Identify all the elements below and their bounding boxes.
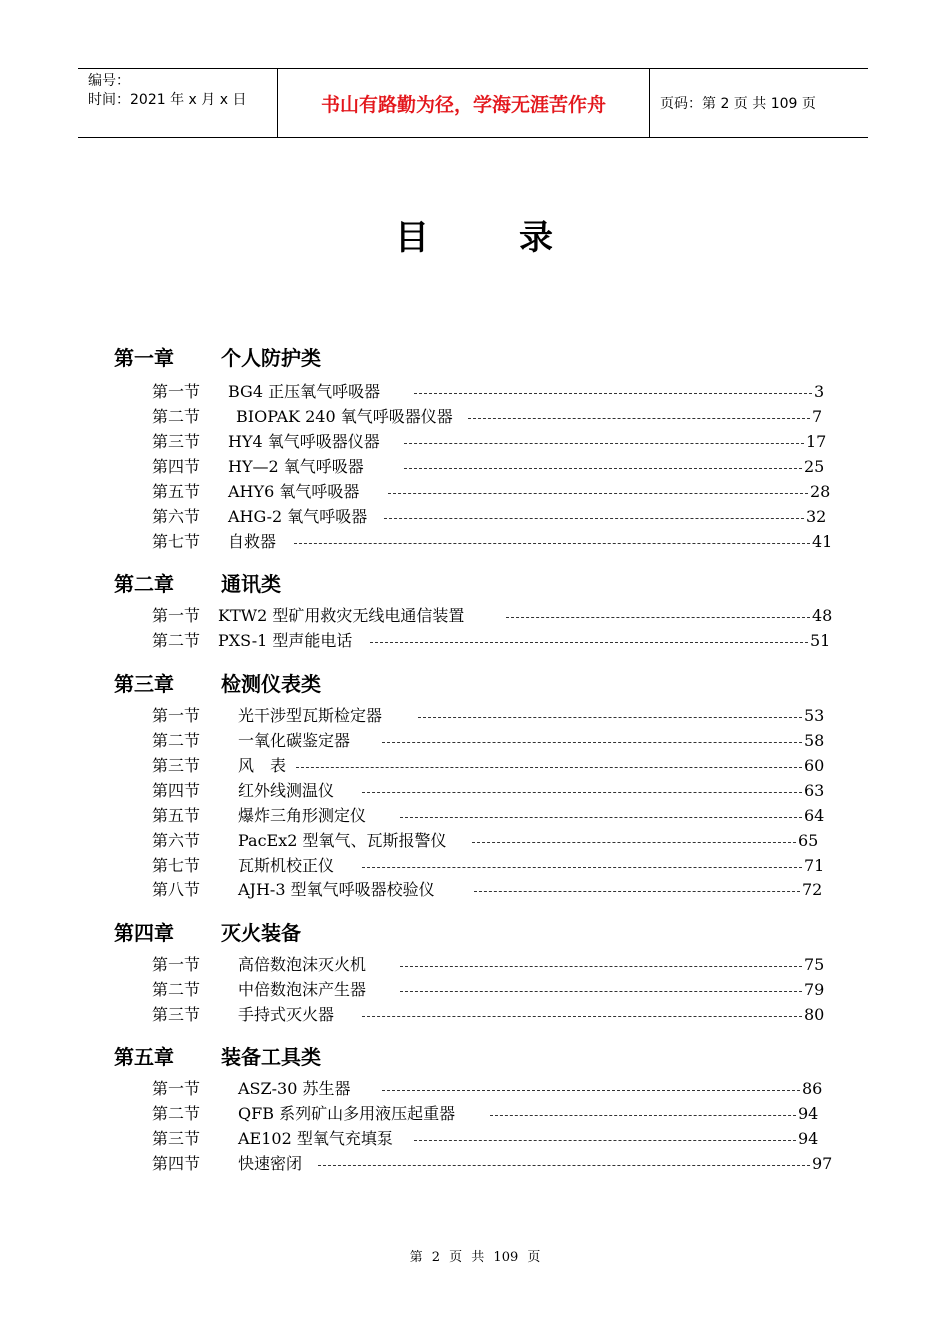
dot-leader bbox=[400, 991, 802, 992]
section-number: 第一节 bbox=[152, 606, 201, 625]
section-number: 第二节 bbox=[152, 407, 201, 426]
section-title: 手持式灭火器 bbox=[238, 1005, 335, 1024]
section-title: 中倍数泡沫产生器 bbox=[238, 980, 367, 999]
chapter-number: 第三章 bbox=[114, 672, 174, 696]
section-number: 第二节 bbox=[152, 731, 201, 750]
dot-leader bbox=[382, 1090, 800, 1091]
chapter-heading bbox=[114, 342, 321, 371]
dot-leader bbox=[474, 891, 800, 892]
section-title: PXS-1 型声能电话 bbox=[218, 631, 353, 650]
chapter-number: 第一章 bbox=[114, 346, 174, 370]
page-number: 60 bbox=[804, 756, 825, 775]
toc-entry[interactable] bbox=[152, 1153, 832, 1175]
section-number: 第一节 bbox=[152, 706, 201, 725]
page-number: 75 bbox=[804, 955, 825, 974]
section-title: AJH-3 型氧气呼吸器校验仪 bbox=[238, 880, 435, 899]
section-title: BIOPAK 240 氧气呼吸器仪器 bbox=[236, 407, 453, 426]
chapter-number: 第四章 bbox=[114, 921, 174, 945]
chapter-heading bbox=[114, 1041, 321, 1070]
toc-entry[interactable] bbox=[152, 630, 832, 652]
section-title: KTW2 型矿用救灾无线电通信装置 bbox=[218, 606, 465, 625]
page-number: 28 bbox=[810, 482, 831, 501]
dot-leader bbox=[400, 817, 802, 818]
toc-entry[interactable] bbox=[152, 855, 832, 877]
section-title: 快速密闭 bbox=[238, 1154, 303, 1173]
section-title: 瓦斯机校正仪 bbox=[238, 856, 335, 875]
page-footer: 第 2 页 共 109 页 bbox=[409, 1250, 541, 1265]
chapter-heading bbox=[114, 668, 321, 697]
chapter-name: 通讯类 bbox=[221, 572, 281, 596]
toc-entry[interactable] bbox=[152, 705, 832, 727]
section-title: ASZ-30 苏生器 bbox=[238, 1079, 351, 1098]
section-title: HY—2 氧气呼吸器 bbox=[228, 457, 364, 476]
section-title: PacEx2 型氧气、瓦斯报警仪 bbox=[238, 831, 447, 850]
chapter-name: 个人防护类 bbox=[221, 346, 321, 370]
section-title: 爆炸三角形测定仪 bbox=[238, 806, 367, 825]
dot-leader bbox=[384, 518, 804, 519]
section-title: 红外线测温仪 bbox=[238, 781, 335, 800]
page-number: 97 bbox=[812, 1154, 833, 1173]
chapter-name: 检测仪表类 bbox=[221, 672, 321, 696]
dot-leader bbox=[294, 543, 810, 544]
chapter-heading bbox=[114, 568, 281, 597]
page-number: 53 bbox=[804, 706, 825, 725]
chapter-heading bbox=[114, 917, 301, 946]
page-number: 71 bbox=[804, 856, 825, 875]
chapter-name: 装备工具类 bbox=[221, 1045, 321, 1069]
section-number: 第六节 bbox=[152, 507, 201, 526]
dot-leader bbox=[296, 767, 802, 768]
toc-entry[interactable] bbox=[152, 506, 832, 528]
page-number: 80 bbox=[804, 1005, 825, 1024]
section-number: 第二节 bbox=[152, 980, 201, 999]
toc-entry[interactable] bbox=[152, 755, 832, 777]
toc-entry[interactable] bbox=[152, 605, 832, 627]
toc-entry[interactable] bbox=[152, 406, 832, 428]
dot-leader bbox=[362, 792, 802, 793]
section-title: 一氧化碳鉴定器 bbox=[238, 731, 351, 750]
page-number: 25 bbox=[804, 457, 825, 476]
section-number: 第二节 bbox=[152, 631, 201, 650]
dot-leader bbox=[404, 443, 804, 444]
page-number: 7 bbox=[812, 407, 823, 426]
section-title: BG4 正压氧气呼吸器 bbox=[228, 382, 381, 401]
section-number: 第三节 bbox=[152, 756, 201, 775]
page-number: 64 bbox=[804, 806, 825, 825]
page-number: 79 bbox=[804, 980, 825, 999]
toc-entry[interactable] bbox=[152, 954, 832, 976]
page-number: 3 bbox=[814, 382, 825, 401]
section-title: 风 表 bbox=[238, 756, 287, 775]
page-number: 94 bbox=[798, 1104, 819, 1123]
toc-entry[interactable] bbox=[152, 830, 832, 852]
header-motto: 书山有路勤为径，学海无涯苦作舟 bbox=[278, 69, 650, 137]
toc-entry[interactable] bbox=[152, 979, 832, 1001]
section-number: 第一节 bbox=[152, 1079, 201, 1098]
page-number: 48 bbox=[812, 606, 833, 625]
dot-leader bbox=[506, 617, 810, 618]
dot-leader bbox=[382, 742, 802, 743]
toc-entry[interactable] bbox=[152, 531, 832, 553]
toc-entry[interactable] bbox=[152, 381, 832, 403]
toc-entry[interactable] bbox=[152, 481, 832, 503]
dot-leader bbox=[362, 1016, 802, 1017]
section-number: 第四节 bbox=[152, 781, 201, 800]
section-title: 光干涉型瓦斯检定器 bbox=[238, 706, 383, 725]
toc-title-char-2: 录 bbox=[519, 218, 555, 258]
time-label: 时间：2021 年 x 月 x 日 bbox=[88, 92, 247, 108]
toc-entry[interactable] bbox=[152, 1103, 832, 1125]
section-title: AHG-2 氧气呼吸器 bbox=[228, 507, 368, 526]
section-number: 第六节 bbox=[152, 831, 201, 850]
section-number: 第七节 bbox=[152, 532, 201, 551]
dot-leader bbox=[418, 717, 802, 718]
chapter-number: 第五章 bbox=[114, 1045, 174, 1069]
section-number: 第一节 bbox=[152, 955, 201, 974]
page-number: 41 bbox=[812, 532, 833, 551]
dot-leader bbox=[388, 493, 808, 494]
section-number: 第五节 bbox=[152, 482, 201, 501]
section-title: QFB 系列矿山多用液压起重器 bbox=[238, 1104, 456, 1123]
toc-entry[interactable] bbox=[152, 780, 832, 802]
section-title: AE102 型氧气充填泵 bbox=[238, 1129, 393, 1148]
page-number: 94 bbox=[798, 1129, 819, 1148]
section-number: 第三节 bbox=[152, 1129, 201, 1148]
toc-entry[interactable] bbox=[152, 456, 832, 478]
toc-title-char-1: 目 bbox=[395, 218, 431, 258]
chapter-number: 第二章 bbox=[114, 572, 174, 596]
dot-leader bbox=[414, 1140, 796, 1141]
page-number: 63 bbox=[804, 781, 825, 800]
page-number: 17 bbox=[806, 432, 827, 451]
section-number: 第四节 bbox=[152, 457, 201, 476]
section-number: 第四节 bbox=[152, 1154, 201, 1173]
page-number: 32 bbox=[806, 507, 827, 526]
dot-leader bbox=[468, 418, 810, 419]
section-number: 第一节 bbox=[152, 382, 201, 401]
toc-entry[interactable] bbox=[152, 1004, 832, 1026]
page-number: 58 bbox=[804, 731, 825, 750]
toc-entry[interactable] bbox=[152, 879, 832, 901]
toc-entry[interactable] bbox=[152, 1078, 832, 1100]
section-number: 第三节 bbox=[152, 432, 201, 451]
dot-leader bbox=[472, 842, 796, 843]
page-number: 72 bbox=[802, 880, 823, 899]
dot-leader bbox=[414, 393, 812, 394]
section-title: AHY6 氧气呼吸器 bbox=[228, 482, 360, 501]
dot-leader bbox=[404, 468, 802, 469]
toc-entry[interactable] bbox=[152, 1128, 832, 1150]
section-number: 第二节 bbox=[152, 1104, 201, 1123]
code-label: 编号： bbox=[88, 73, 130, 89]
section-number: 第八节 bbox=[152, 880, 201, 899]
page-number: 86 bbox=[802, 1079, 823, 1098]
dot-leader bbox=[370, 642, 808, 643]
section-number: 第七节 bbox=[152, 856, 201, 875]
section-number: 第五节 bbox=[152, 806, 201, 825]
section-title: HY4 氧气呼吸器仪器 bbox=[228, 432, 380, 451]
section-number: 第三节 bbox=[152, 1005, 201, 1024]
toc-entry[interactable] bbox=[152, 431, 832, 453]
chapter-name: 灭火装备 bbox=[221, 921, 301, 945]
dot-leader bbox=[400, 966, 802, 967]
toc-entry[interactable] bbox=[152, 730, 832, 752]
section-title: 高倍数泡沫灭火机 bbox=[238, 955, 367, 974]
toc-entry[interactable] bbox=[152, 805, 832, 827]
header-page-info: 页码：第 2 页 共 109 页 bbox=[660, 96, 816, 112]
section-title: 自救器 bbox=[228, 532, 277, 551]
page-number: 65 bbox=[798, 831, 819, 850]
dot-leader bbox=[490, 1115, 796, 1116]
dot-leader bbox=[318, 1165, 810, 1166]
page-number: 51 bbox=[810, 631, 831, 650]
dot-leader bbox=[362, 867, 802, 868]
